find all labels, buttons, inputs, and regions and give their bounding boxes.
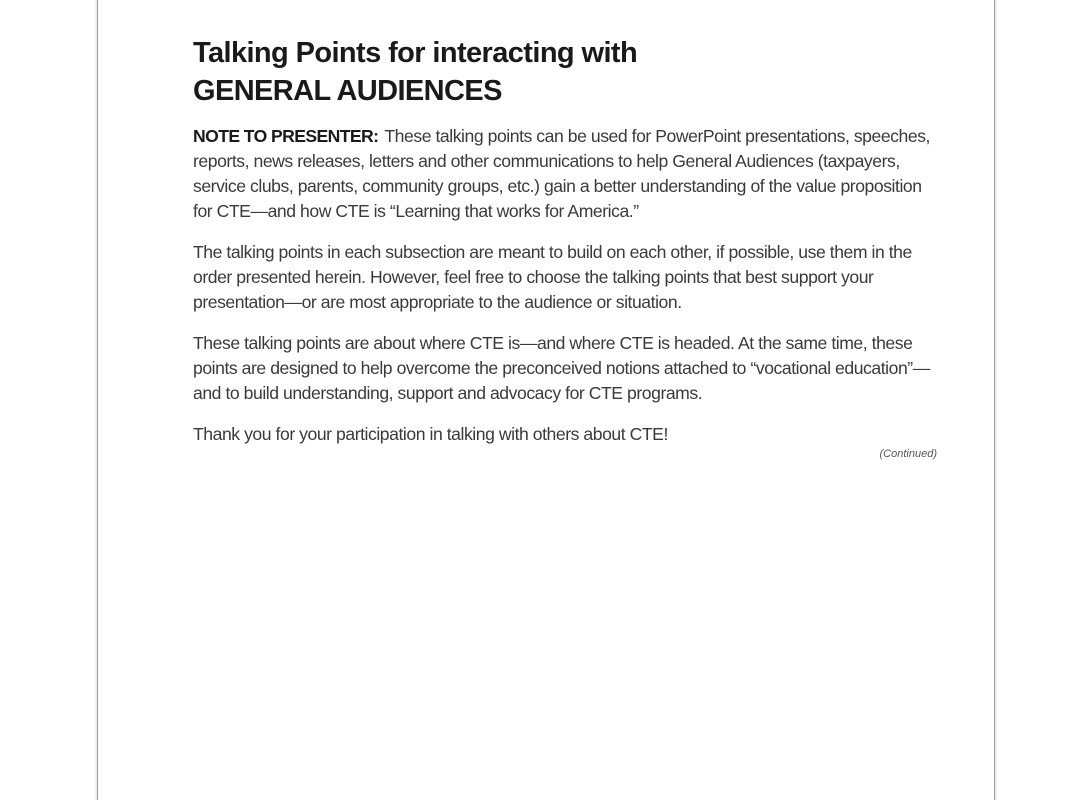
document-page [97,0,995,800]
note-label: NOTE TO PRESENTER: [193,126,379,146]
page-title [193,34,935,110]
title-line-1: Talking Points for interacting with [193,37,638,69]
body-paragraph-2: These talking points are about where CTE is—and where CTE is headed. At the same time, these points are designed to help overcome the preconceived notions attached to “vocational education”—and to build understanding, support and advocacy for CTE programs. [193,333,930,403]
body-paragraph-1: The talking points in each subsection are meant to build on each other, if possible, use them in the order presented herein. However, feel free to choose the talking points that best support your presentation—or are most appropriate to the audience or situation. [193,242,912,312]
note-text: These talking points can be used for PowerPoint presentations, speeches, reports, news releases, letters and other communications to help General Audiences (taxpayers, service clubs, parents, community groups, etc.) gain a better understanding of the value proposition for CTE—and how CTE is “Learning that works for America.” [193,126,930,221]
body-paragraph-3: Thank you for your participation in talking with others about CTE! [193,424,668,444]
note-paragraph [193,124,935,224]
continued-label: (Continued) [879,448,937,460]
page-content [193,34,935,461]
title-line-2: GENERAL AUDIENCES [193,75,502,107]
